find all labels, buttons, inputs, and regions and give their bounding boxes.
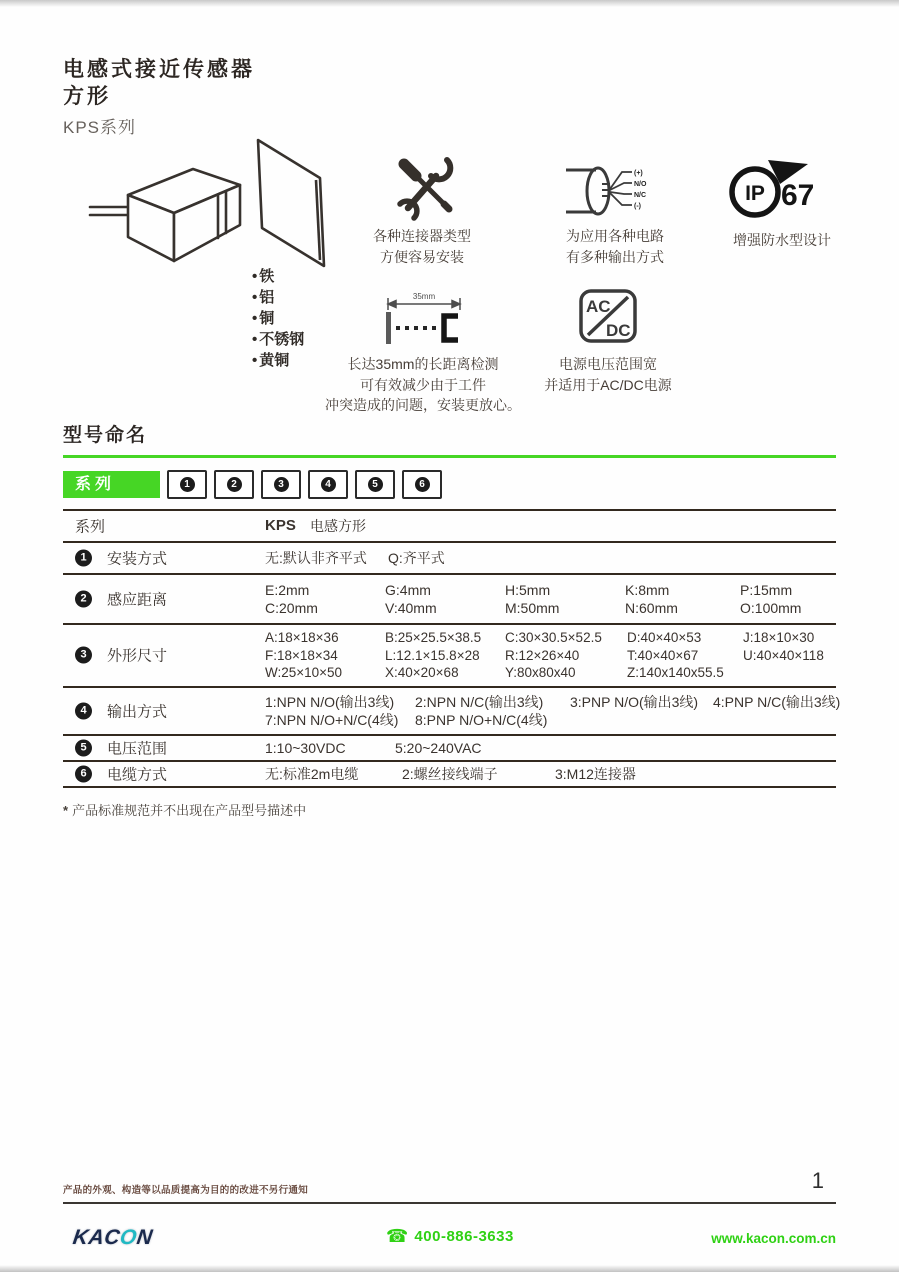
dimension-label: 35mm [412, 292, 436, 301]
caption-line: 增强防水型设计 [733, 232, 831, 248]
spec-cell: Y:80x80x40 [505, 665, 576, 680]
ip67-icon [728, 158, 823, 220]
position-box-4 [308, 470, 348, 499]
row-label-text: 电缆方式 [107, 766, 168, 783]
logo-text: KAC [71, 1226, 122, 1249]
footer-website: www.kacon.com.cn [711, 1231, 836, 1246]
bullet: • [252, 352, 258, 369]
spec-cell: U:40×40×118 [743, 647, 824, 663]
footer-disclaimer: 产品的外观、构造等以品质提高为目的的改进不另行通知 [63, 1185, 309, 1196]
section-divider [63, 455, 836, 458]
spec-cell: 4:PNP N/C(输出3线) [713, 693, 841, 710]
table-row-cable-type [63, 762, 836, 788]
spec-cell: 8:PNP N/O+N/C(4线) [415, 711, 548, 728]
spec-cell: 无:默认非齐平式 [265, 550, 367, 566]
footnote-star: * [63, 802, 69, 818]
row-values [63, 693, 841, 711]
feature-long-distance [380, 290, 468, 350]
footnote-text: 产品标准规范并不出现在产品型号描述中 [72, 802, 307, 818]
spec-cell: 1:10~30VDC [265, 739, 346, 756]
spec-cell: K:8mm [625, 582, 670, 598]
material-label: 不锈钢 [259, 331, 305, 348]
footer-rule [63, 1202, 836, 1204]
caption-line: 并适用于AC/DC电源 [544, 376, 672, 393]
row-values [63, 647, 836, 665]
distance-icon [380, 290, 468, 350]
sensor-illustration [88, 155, 246, 270]
row-number: 1 [75, 550, 92, 567]
footer-phone [386, 1227, 514, 1245]
spec-cell: N:60mm [625, 600, 678, 616]
row-values [63, 664, 836, 682]
list-item [252, 329, 304, 350]
page-title [63, 56, 255, 110]
spec-cell: Q:齐平式 [388, 550, 445, 566]
series-desc: 电感方形 [310, 518, 366, 534]
row-label-text: 输出方式 [107, 703, 168, 720]
kacon-logo [71, 1226, 154, 1250]
caption-line: 电源电压范围宽 [559, 356, 657, 372]
feature-output-modes [560, 158, 668, 224]
page-title-line1: 电感式接近传感器 [63, 58, 255, 81]
list-item [252, 350, 304, 371]
position-number: 3 [274, 477, 289, 492]
target-plate-illustration [252, 136, 337, 274]
model-naming-table [63, 509, 841, 788]
spec-cell: L:12.1×15.8×28 [385, 647, 480, 663]
position-number: 1 [180, 477, 195, 492]
position-number: 4 [321, 477, 336, 492]
series-code: KPS [265, 517, 296, 534]
material-label: 黄铜 [259, 352, 290, 369]
ip-rating: 67 [781, 179, 815, 212]
spec-cell: V:40mm [385, 600, 437, 616]
feature-ip67 [728, 158, 823, 220]
phone-icon: ☎ [386, 1226, 409, 1246]
position-box-1 [167, 470, 207, 499]
spec-cell: Z:140x140x55.5 [627, 665, 724, 680]
page-edge-top [0, 0, 899, 7]
feature-acdc [578, 288, 638, 344]
row-number: 4 [75, 702, 92, 719]
spec-cell: F:18×18×34 [265, 647, 338, 663]
table-row-voltage [63, 736, 836, 762]
logo-text: N [135, 1226, 155, 1249]
feature-caption [528, 354, 688, 395]
caption-line: 各种连接器类型 [373, 228, 471, 244]
bullet: • [252, 310, 258, 327]
acdc-icon [578, 288, 638, 344]
row-values [63, 629, 836, 647]
caption-line: 可有效减少由于工件 [360, 376, 486, 393]
series-position-row [63, 471, 836, 498]
spec-cell: G:4mm [385, 582, 431, 598]
row-values [63, 549, 836, 567]
feature-connector-types [388, 152, 458, 226]
series-tag: 系列 [63, 471, 160, 498]
caption-line: 为应用各种电路 [566, 228, 664, 244]
table-row-sensing-distance [63, 575, 836, 625]
row-values [63, 599, 836, 617]
feature-caption [545, 226, 685, 267]
ip-label: IP [745, 182, 765, 205]
spec-cell: W:25×10×50 [265, 665, 343, 680]
bullet: • [252, 268, 258, 285]
row-label-text: 电压范围 [107, 740, 168, 757]
spec-cell: C:20mm [265, 600, 318, 616]
material-label: 铝 [259, 289, 275, 306]
feature-caption [722, 230, 842, 251]
spec-cell: 3:M12连接器 [555, 765, 636, 782]
row-label-text: 外形尺寸 [107, 647, 168, 665]
spec-cell: X:40×20×68 [385, 665, 459, 680]
list-item [252, 287, 304, 308]
table-row-series [63, 511, 836, 543]
caption-line: 方便容易安装 [380, 248, 464, 265]
spec-cell: 1:NPN N/O(输出3线) [265, 693, 395, 710]
section-heading: 型号命名 [63, 425, 148, 446]
bullet: • [252, 289, 258, 306]
spec-cell: R:12×26×40 [505, 647, 580, 663]
spec-cell: P:15mm [740, 582, 793, 598]
spec-cell: O:100mm [740, 600, 802, 616]
table-row-mounting [63, 543, 836, 575]
row-number: 3 [75, 647, 92, 664]
position-box-6 [402, 470, 442, 499]
position-number: 2 [227, 477, 242, 492]
row-label-text: 安装方式 [107, 550, 168, 568]
position-box-5 [355, 470, 395, 499]
position-box-2 [214, 470, 254, 499]
material-label: 铜 [259, 310, 275, 327]
wire-label: (-) [634, 203, 641, 210]
caption-line: 长达35mm的长距离检测 [347, 356, 499, 372]
detectable-materials-list [252, 266, 304, 371]
caption-line: 有多种输出方式 [566, 248, 664, 265]
phone-number: 400-886-3633 [414, 1227, 514, 1245]
spec-cell: A:18×18×36 [265, 630, 339, 645]
table-row-output-type [63, 688, 841, 736]
page-edge-bottom [0, 1265, 899, 1272]
spec-cell: D:40×40×53 [627, 630, 702, 645]
feature-caption [318, 354, 528, 416]
page-title-line2: 方形 [63, 85, 111, 108]
wire-label: (+) [634, 170, 643, 177]
ac-label: AC [586, 297, 611, 316]
spec-cell: 5:20~240VAC [395, 739, 482, 756]
connector-icon [560, 158, 668, 224]
target-plate-icon [252, 136, 337, 274]
list-item [252, 266, 304, 287]
spec-cell: 7:NPN N/O+N/C(4线) [265, 711, 399, 728]
row-label-text: 系列 [75, 518, 106, 536]
spec-cell: B:25×25.5×38.5 [385, 630, 482, 645]
spec-cell: J:18×10×30 [743, 630, 815, 645]
position-box-3 [261, 470, 301, 499]
logo-o: O [118, 1226, 139, 1249]
position-number: 6 [415, 477, 430, 492]
table-row-dimensions [63, 625, 836, 688]
wire-label: N/O [634, 181, 647, 188]
caption-line: 冲突造成的问题，安装更放心。 [325, 397, 521, 413]
spec-cell: C:30×30.5×52.5 [505, 630, 602, 645]
row-number: 5 [75, 739, 92, 756]
spec-cell: 2:NPN N/C(输出3线) [415, 693, 544, 710]
bullet: • [252, 331, 258, 348]
list-item [252, 308, 304, 329]
position-number: 5 [368, 477, 383, 492]
row-number: 2 [75, 591, 92, 608]
spec-cell: 无:标准2m电缆 [265, 765, 359, 782]
row-values [63, 711, 836, 729]
series-name: KPS系列 [63, 118, 137, 137]
spec-cell: 2:螺丝接线端子 [402, 765, 498, 782]
row-values [63, 739, 836, 757]
row-number: 6 [75, 765, 92, 782]
row-values [63, 765, 836, 783]
dc-label: DC [606, 321, 631, 340]
feature-caption [352, 226, 492, 267]
row-values [63, 517, 836, 535]
footnote [63, 800, 836, 819]
material-label: 铁 [259, 268, 275, 285]
page-number: 1 [811, 1168, 824, 1193]
row-label-text: 感应距离 [107, 591, 168, 609]
wire-label: N/C [634, 192, 647, 199]
sensor-drawing-icon [88, 155, 246, 270]
spec-cell: 3:PNP N/O(输出3线) [570, 693, 699, 710]
model-naming-section [63, 424, 841, 819]
spec-cell: T:40×40×67 [627, 647, 699, 663]
spec-cell: M:50mm [505, 600, 560, 616]
row-values [63, 581, 836, 599]
spec-cell: H:5mm [505, 582, 551, 598]
tools-icon [388, 152, 458, 226]
spec-cell: E:2mm [265, 582, 310, 598]
